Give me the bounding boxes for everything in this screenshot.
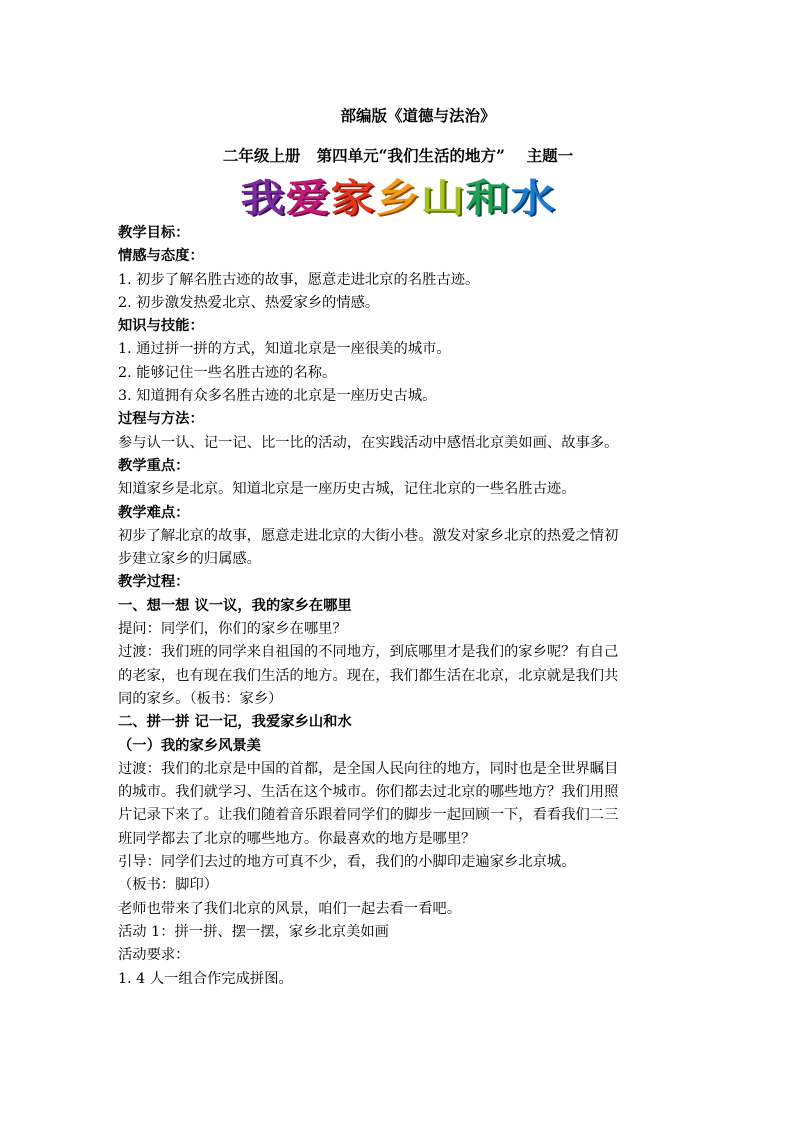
subtitle-unit: 第四单元“我们生活的地方”: [316, 146, 505, 165]
wordart-char: 我: [240, 176, 286, 221]
wordart-heading: [118, 176, 678, 222]
paragraph-line: 知道家乡是北京。知道北京是一座历史古城，记住北京的一些名胜古迹。: [118, 481, 576, 498]
paragraph-line: 1. 初步了解名胜古迹的故事，愿意走进北京的名胜古迹。: [118, 271, 480, 288]
document-content: [118, 104, 678, 991]
paragraph-line: 活动 1：拼一拼、摆一摆，家乡北京美如画: [118, 923, 389, 940]
paragraph-line: 提问：同学们，你们的家乡在哪里？: [118, 621, 347, 638]
paragraph-line: 片记录下来了。让我们随着音乐跟着同学们的脚步一起回顾一下，看看我们二三: [118, 807, 619, 824]
section-heading: （一）我的家乡风景美: [118, 737, 261, 754]
section-heading: 过程与方法：: [118, 411, 204, 428]
paragraph-line: 3. 知道拥有众多名胜古迹的北京是一座历史古城。: [118, 388, 437, 405]
wordart-char: 山: [420, 176, 466, 221]
document-title: 部编版《道德与法治》: [340, 106, 496, 125]
paragraph-line: 2. 能够记住一些名胜古迹的名称。: [118, 364, 337, 381]
paragraph-line: 的城市。我们就学习、生活在这个城市。你们都去过北京的哪些地方？我们用照: [118, 784, 619, 801]
wordart-char: 爱: [285, 176, 331, 221]
section-heading: 教学难点：: [118, 504, 190, 521]
paragraph-line: 同的家乡。（板书：家乡）: [118, 690, 283, 707]
section-heading: 二、拼一拼 记一记，我爱家乡山和水: [118, 714, 352, 731]
paragraph-line: 参与认一认、记一记、比一比的活动，在实践活动中感悟北京美如画、故事多。: [118, 434, 619, 451]
paragraph-line: 过渡：我们班的同学来自祖国的不同地方，到底哪里才是我们的家乡呢？有自己: [118, 644, 619, 661]
section-heading: 一、想一想 议一议，我的家乡在哪里: [118, 597, 352, 614]
paragraph-line: 步建立家乡的归属感。: [118, 551, 261, 568]
section-heading: 知识与技能：: [118, 318, 204, 335]
subtitle-grade: 二年级上册: [222, 146, 301, 165]
paragraph-line: 引导：同学们去过的地方可真不少，看，我们的小脚印走遍家乡北京城。: [118, 854, 576, 871]
subtitle-theme: 主题一: [526, 146, 574, 165]
wordart-char: 水: [510, 176, 556, 221]
paragraph-line: 过渡：我们的北京是中国的首都，是全国人民向往的地方，同时也是全世界瞩目: [118, 760, 619, 777]
section-heading: 情感与态度：: [118, 248, 204, 265]
paragraph-line: 老师也带来了我们北京的风景，咱们一起去看一看吧。: [118, 900, 462, 917]
paragraph-line: 活动要求：: [118, 947, 190, 964]
paragraph-line: 初步了解北京的故事，愿意走进北京的大街小巷。激发对家乡北京的热爱之情初: [118, 527, 619, 544]
document-subtitle: [118, 142, 678, 170]
wordart-char: 乡: [375, 176, 421, 221]
section-heading: 教学过程：: [118, 574, 190, 591]
wordart-char: 和: [465, 176, 511, 221]
paragraph-line: 2. 初步激发热爱北京、热爱家乡的情感。: [118, 294, 380, 311]
section-heading: 教学目标：: [118, 225, 190, 241]
paragraph-line: （板书：脚印）: [118, 877, 219, 894]
section-heading: 教学重点：: [118, 457, 190, 474]
paragraph-line: 1. 通过拼一拼的方式，知道北京是一座很美的城市。: [118, 341, 451, 358]
paragraph-line: 的老家，也有现在我们生活的地方。现在，我们都生活在北京，北京就是我们共: [118, 667, 619, 684]
paragraph-line: 班同学都去了北京的哪些地方。你最喜欢的地方是哪里？: [118, 830, 476, 847]
wordart-char: 家: [330, 176, 376, 221]
document-body: [118, 222, 678, 991]
paragraph-line: 1. 4 人一组合作完成拼图。: [118, 970, 293, 987]
